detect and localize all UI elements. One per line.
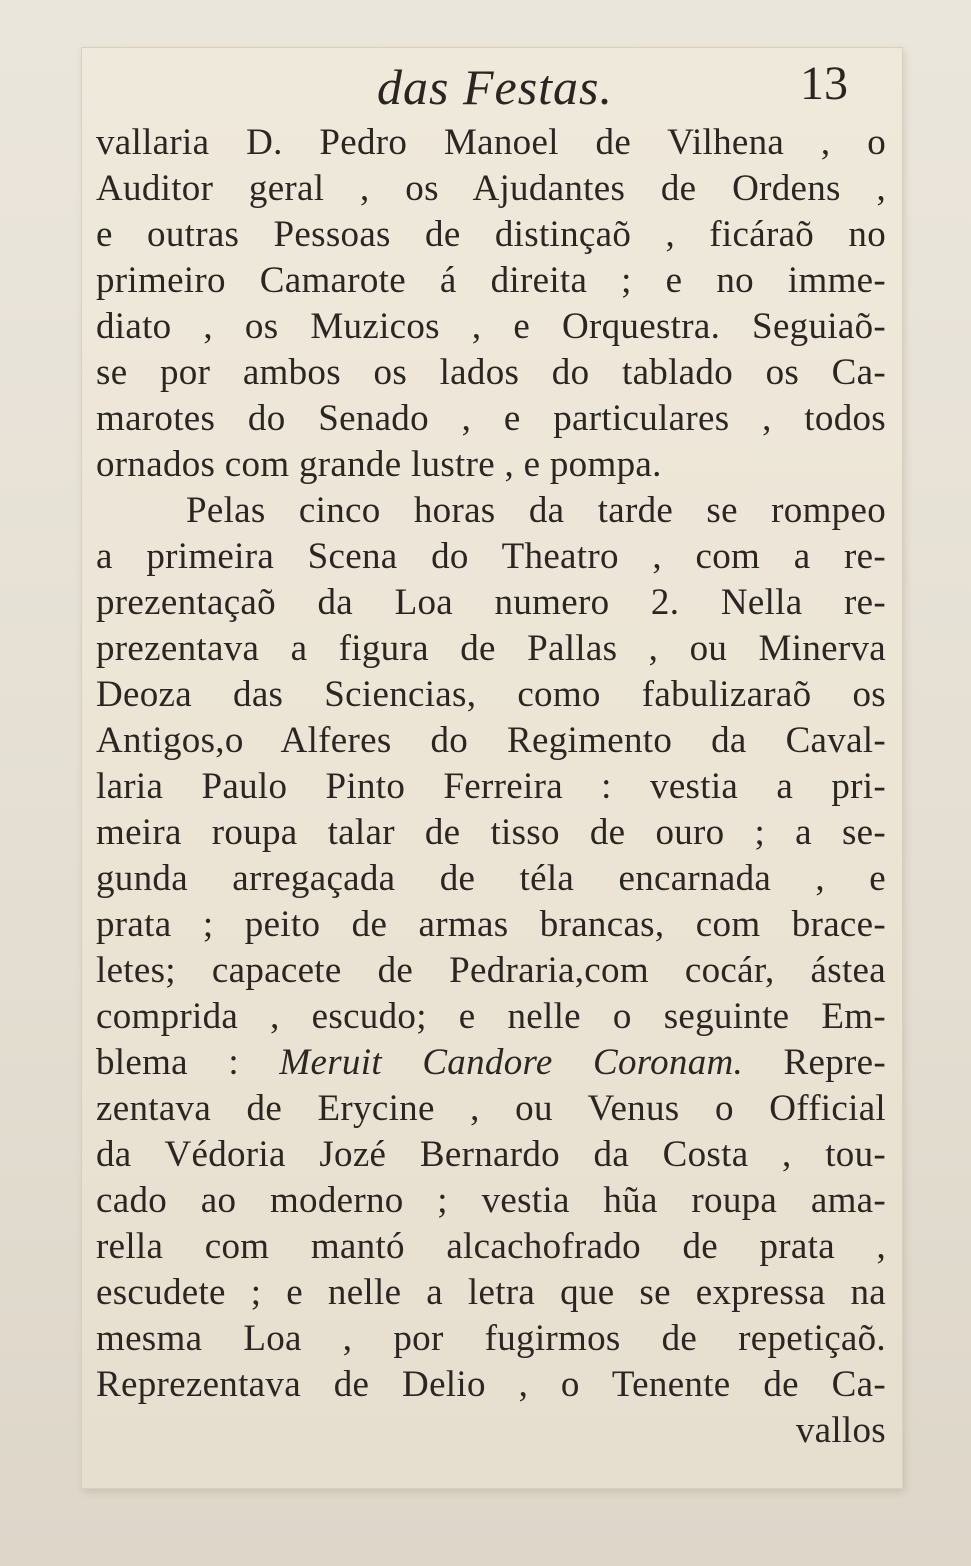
text-line: se por ambos os lados do tablado os Ca- xyxy=(96,352,886,393)
text-line: marotes do Senado , e particulares , todos xyxy=(96,398,886,439)
emblem-label: blema : xyxy=(96,1042,239,1083)
text-line: Deoza das Sciencias, como fabulizaraõ os xyxy=(96,674,886,715)
text-fragment: Repre- xyxy=(783,1042,886,1083)
text-line: rella com mantó alcachofrado de prata , xyxy=(96,1226,886,1267)
text-line: prezentava a figura de Pallas , ou Minerva xyxy=(96,628,886,669)
text-line: diato , os Muzicos , e Orquestra. Seguiaõ- xyxy=(96,306,886,347)
emblem-line xyxy=(96,1040,886,1086)
text-line: gunda arregaçada de téla encarnada , e xyxy=(96,858,886,899)
text-line: prezentaçaõ da Loa numero 2. Nella re- xyxy=(96,582,886,623)
page-header xyxy=(82,48,902,128)
body-text xyxy=(96,120,886,1454)
text-line: Antigos,o Alferes do Regimento da Caval- xyxy=(96,720,886,761)
text-line: laria Paulo Pinto Ferreira : vestia a pri- xyxy=(96,766,886,807)
text-line: comprida , escudo; e nelle o seguinte Em- xyxy=(96,996,886,1037)
text-line: letes; capacete de Pedraria,com cocár, ástea xyxy=(96,950,886,991)
text-line: prata ; peito de armas brancas, com brace- xyxy=(96,904,886,945)
page-number: 13 xyxy=(800,57,848,110)
catchword: vallos xyxy=(795,1410,886,1451)
emblem-motto: Meruit Candore Coronam. xyxy=(279,1042,744,1083)
text-line: meira roupa talar de tisso de ouro ; a se- xyxy=(96,812,886,853)
text-line: escudete ; e nelle a letra que se expressa na xyxy=(96,1272,886,1313)
text-line: ornados com grande lustre , e pompa. xyxy=(96,444,662,485)
text-line: Auditor geral , os Ajudantes de Ordens , xyxy=(96,168,886,209)
text-line: primeiro Camarote á direita ; e no imme- xyxy=(96,260,886,301)
paragraph-start-line: Pelas cinco horas da tarde se rompeo xyxy=(186,490,886,531)
text-line: a primeira Scena do Theatro , com a re- xyxy=(96,536,886,577)
running-head: das Festas. xyxy=(377,59,613,115)
text-line: mesma Loa , por fugirmos de repetiçaõ. xyxy=(96,1318,886,1359)
text-line: zentava de Erycine , ou Venus o Official xyxy=(96,1088,886,1129)
text-line: e outras Pessoas de distinçaõ , ficáraõ no xyxy=(96,214,886,255)
text-line: da Védoria Jozé Bernardo da Costa , tou- xyxy=(96,1134,886,1175)
text-line: vallaria D. Pedro Manoel de Vilhena , o xyxy=(96,122,886,163)
text-line: cado ao moderno ; vestia hũa roupa ama- xyxy=(96,1180,886,1221)
text-line: Reprezentava de Delio , o Tenente de Ca- xyxy=(96,1364,886,1405)
book-page xyxy=(82,48,902,1488)
